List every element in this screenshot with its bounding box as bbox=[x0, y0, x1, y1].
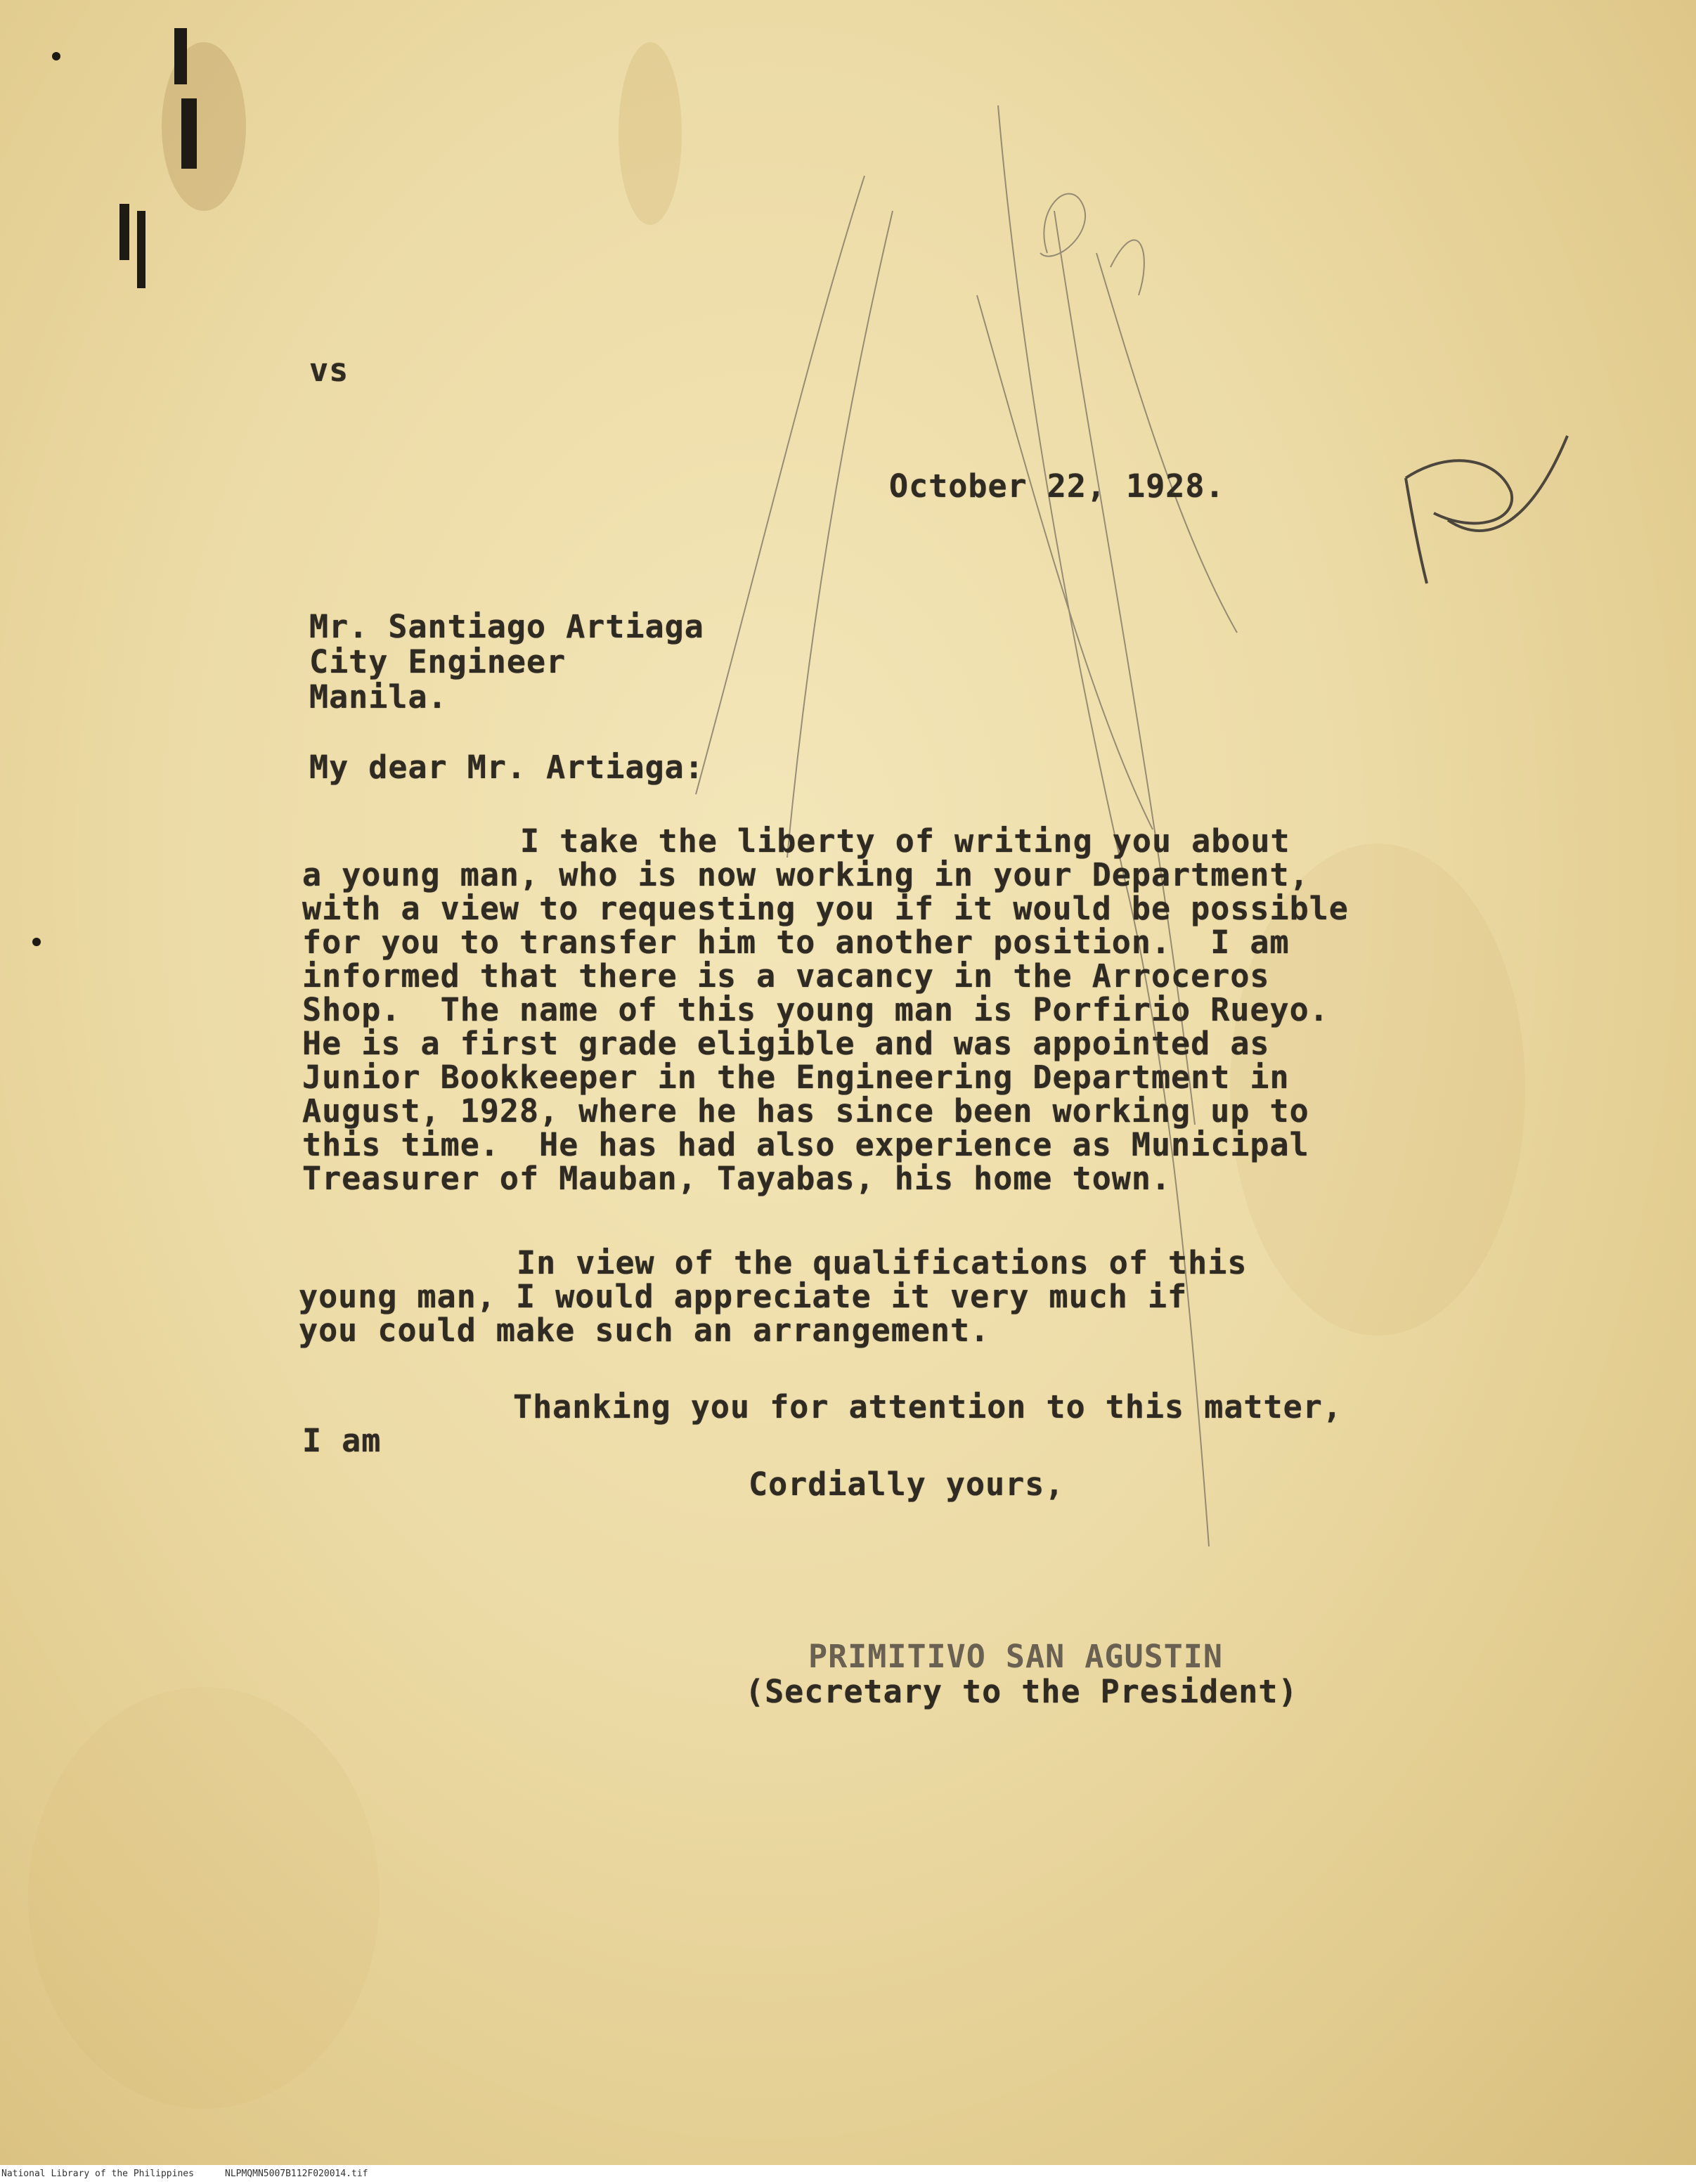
paragraph-1-line: Shop. The name of this young man is Porfirio Rueyo. bbox=[302, 991, 1329, 1028]
recipient-name: Mr. Santiago Artiaga bbox=[309, 608, 704, 645]
paragraph-1-line: for you to transfer him to another position. I am bbox=[302, 924, 1290, 961]
footer-file-id: NLPMQMN5007B112F020014.tif bbox=[225, 2169, 368, 2179]
salutation: My dear Mr. Artiaga: bbox=[309, 749, 704, 786]
footer-library: National Library of the Philippines bbox=[1, 2169, 194, 2179]
valediction: Cordially yours, bbox=[749, 1466, 1065, 1503]
paragraph-1-line: this time. He has had also experience as Municipal bbox=[302, 1126, 1309, 1163]
paragraph-1-line: informed that there is a vacancy in the Arroceros bbox=[302, 957, 1270, 995]
recipient-city: Manila. bbox=[309, 678, 448, 716]
signer-title: (Secretary to the President) bbox=[745, 1673, 1298, 1710]
reference-initials: vs bbox=[309, 351, 349, 389]
closing-i-am: I am bbox=[302, 1422, 382, 1459]
pencil-mark-r bbox=[1406, 436, 1567, 583]
paragraph-1-line: He is a first grade eligible and was appointed as bbox=[302, 1025, 1270, 1062]
paragraph-1-line: I take the liberty of writing you about bbox=[520, 822, 1290, 860]
paragraph-2-line: young man, I would appreciate it very much if bbox=[299, 1278, 1188, 1315]
paragraph-1-line: with a view to requesting you if it would be possible bbox=[302, 890, 1349, 927]
paragraph-1-line: Junior Bookkeeper in the Engineering Department in bbox=[302, 1059, 1290, 1096]
recipient-title: City Engineer bbox=[309, 643, 567, 680]
signer-name: PRIMITIVO SAN AGUSTIN bbox=[808, 1638, 1223, 1675]
paragraph-2-line: you could make such an arrangement. bbox=[299, 1312, 990, 1349]
paragraph-1-line: Treasurer of Mauban, Tayabas, his home town. bbox=[302, 1160, 1172, 1197]
closing-line: Thanking you for attention to this matter, bbox=[513, 1388, 1342, 1426]
paragraph-1-line: August, 1928, where he has since been working up to bbox=[302, 1092, 1309, 1130]
paragraph-1-line: a young man, who is now working in your Department, bbox=[302, 856, 1309, 893]
paragraph-2-line: In view of the qualifications of this bbox=[517, 1244, 1248, 1281]
letter-date: October 22, 1928. bbox=[889, 467, 1225, 505]
